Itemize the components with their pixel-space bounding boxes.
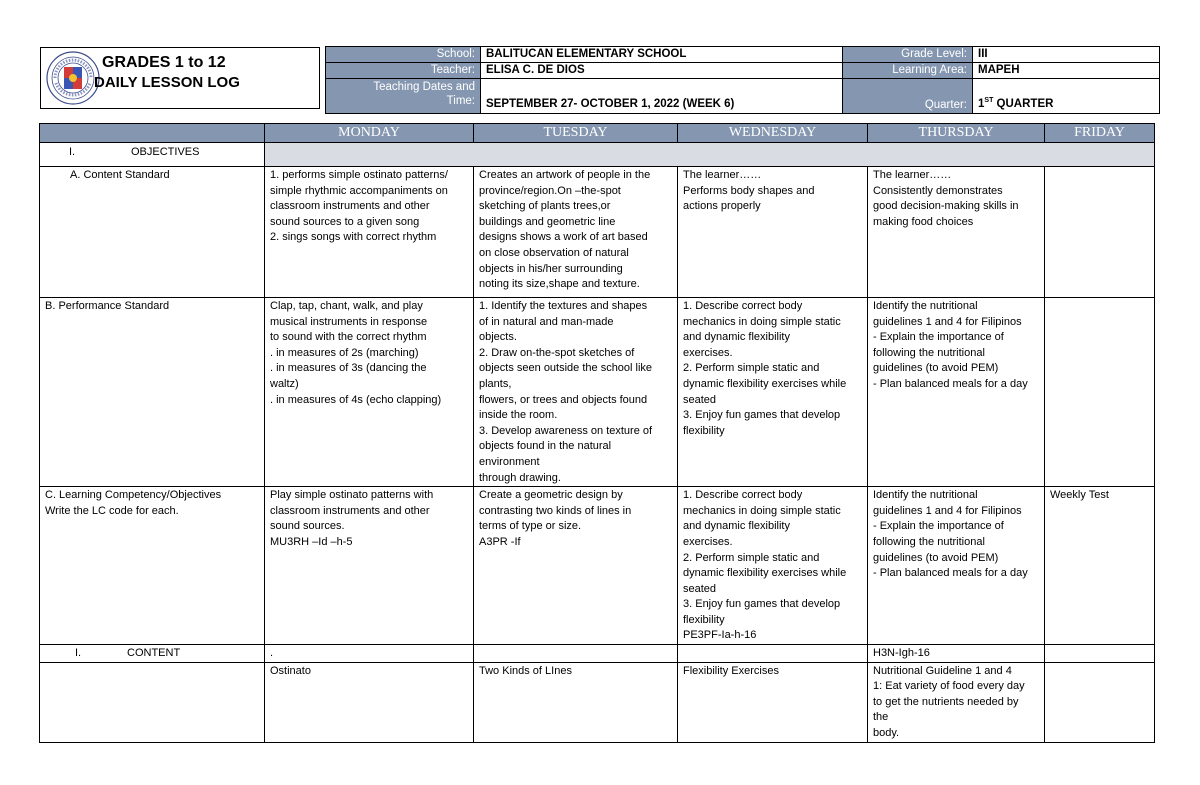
learning-competency-row — [40, 487, 1155, 645]
performance-standard-thursday: Identify the nutritional guidelines 1 and 4 for Filipinos - Explain the importance of following the nutritional guidelines (to avoid PEM) - Plan balanced meals for a day — [868, 298, 1045, 487]
performance-standard-label: B. Performance Standard — [40, 298, 265, 487]
objectives-label-cell — [40, 143, 265, 167]
content-standard-row — [40, 167, 1155, 298]
info-row-teacher — [326, 63, 1160, 79]
quarter-label: Quarter: — [843, 79, 973, 114]
day-header-thursday: THURSDAY — [868, 124, 1045, 143]
dates-value: SEPTEMBER 27- OCTOBER 1, 2022 (WEEK 6) — [481, 79, 843, 114]
school-label: School: — [326, 47, 481, 63]
deped-seal-icon — [46, 51, 100, 105]
learning-competency-label-line-2: Write the LC code for each. — [45, 504, 179, 517]
objectives-number: I. — [69, 146, 76, 158]
day-header-row — [40, 124, 1155, 143]
content-label-cell — [40, 645, 265, 663]
content-standard-wednesday: The learner…… Performs body shapes and actions properly — [678, 167, 868, 298]
corner-cell — [40, 124, 265, 143]
learning-competency-monday: Play simple ostinato patterns with classroom instruments and other sound sources. MU3RH –Id –h-5 — [265, 487, 474, 645]
content-thursday: H3N-Igh-16 — [868, 645, 1045, 663]
learning-competency-wednesday: 1. Describe correct body mechanics in doing simple static and dynamic flexibility exercises. 2. Perform simple static and dynamic flexibility exercises while seated 3. Enjoy fun games that develop flexibility PE3PF-Ia-h-16 — [678, 487, 868, 645]
day-header-monday: MONDAY — [265, 124, 474, 143]
quarter-value — [973, 79, 1160, 114]
content-standard-monday: 1. performs simple ostinato patterns/ simple rhythmic accompaniments on classroom instruments and other sound sources to a given song 2. sings songs with correct rhythm — [265, 167, 474, 298]
school-value: BALITUCAN ELEMENTARY SCHOOL — [481, 47, 843, 63]
learning-competency-label — [40, 487, 265, 645]
area-label: Learning Area: — [843, 63, 973, 79]
content-friday — [1045, 645, 1155, 663]
learning-competency-thursday: Identify the nutritional guidelines 1 and 4 for Filipinos - Explain the importance of following the nutritional guidelines (to avoid PEM) - Plan balanced meals for a day — [868, 487, 1045, 645]
title-line-2: DAILY LESSON LOG — [94, 74, 240, 91]
performance-standard-friday — [1045, 298, 1155, 487]
grade-value: III — [973, 47, 1160, 63]
performance-standard-tuesday: 1. Identify the textures and shapes of in natural and man-made objects. 2. Draw on-the-spot sketches of objects seen outside the school like plants, flowers, or trees and objects found inside the room. 3. Develop awareness on texture of objects found in the natural environment through drawing. — [474, 298, 678, 487]
objectives-label: OBJECTIVES — [131, 146, 200, 158]
grade-label: Grade Level: — [843, 47, 973, 63]
info-row-dates — [326, 79, 1160, 114]
content-label: CONTENT — [127, 647, 181, 660]
learning-competency-tuesday: Create a geometric design by contrasting two kinds of lines in terms of type or size. A3PR -If — [474, 487, 678, 645]
dates-label — [326, 79, 481, 114]
performance-standard-wednesday: 1. Describe correct body mechanics in doing simple static and dynamic flexibility exercises. 2. Perform simple static and dynamic flexibility exercises while seated 3. Enjoy fun games that develop flexibility — [678, 298, 868, 487]
learning-competency-friday: Weekly Test — [1045, 487, 1155, 645]
teacher-label: Teacher: — [326, 63, 481, 79]
content-number: I. — [75, 647, 82, 660]
content-row — [40, 645, 1155, 663]
teacher-value: ELISA C. DE DIOS — [481, 63, 843, 79]
day-header-tuesday: TUESDAY — [474, 124, 678, 143]
content-topics-label-cell — [40, 662, 265, 742]
quarter-superscript: ST — [984, 97, 994, 105]
performance-standard-monday: Clap, tap, chant, walk, and play musical instruments in response to sound with the correct rhythm . in measures of 2s (marching) . in measures of 3s (dancing the waltz) . in measures of 4s (echo clapping) — [265, 298, 474, 487]
content-standard-friday — [1045, 167, 1155, 298]
lesson-log-table — [39, 123, 1155, 743]
dates-label-line-1: Teaching Dates and — [373, 81, 475, 93]
content-topic-friday — [1045, 662, 1155, 742]
content-topic-thursday: Nutritional Guideline 1 and 4 1: Eat variety of food every day to get the nutrients needed by the body. — [868, 662, 1045, 742]
content-standard-label: A. Content Standard — [40, 167, 265, 298]
content-topic-wednesday: Flexibility Exercises — [678, 662, 868, 742]
content-standard-tuesday: Creates an artwork of people in the province/region.On –the-spot sketching of plants trees,or buildings and geometric line designs shows a work of art based on close observation of natural objects in his/her surrounding noting its size,shape and texture. — [474, 167, 678, 298]
content-monday: . — [265, 645, 474, 663]
title-line-1: GRADES 1 to 12 — [102, 54, 226, 71]
content-tuesday — [474, 645, 678, 663]
content-topic-monday: Ostinato — [265, 662, 474, 742]
performance-standard-row — [40, 298, 1155, 487]
quarter-text: QUARTER — [993, 98, 1054, 110]
learning-competency-label-line-1: C. Learning Competency/Objectives — [45, 489, 222, 502]
content-topic-tuesday: Two Kinds of LInes — [474, 662, 678, 742]
content-standard-thursday: The learner…… Consistently demonstrates good decision-making skills in making food choices — [868, 167, 1045, 298]
content-topics-row — [40, 662, 1155, 742]
area-value: MAPEH — [973, 63, 1160, 79]
objectives-shaded-cell — [265, 143, 1155, 167]
day-header-wednesday: WEDNESDAY — [678, 124, 868, 143]
school-info-table — [325, 46, 1160, 114]
info-row-school — [326, 47, 1160, 63]
dates-label-line-2: Time: — [446, 95, 475, 107]
content-wednesday — [678, 645, 868, 663]
objectives-row — [40, 143, 1155, 167]
day-header-friday: FRIDAY — [1045, 124, 1155, 143]
quarter-number: 1 — [978, 98, 985, 110]
